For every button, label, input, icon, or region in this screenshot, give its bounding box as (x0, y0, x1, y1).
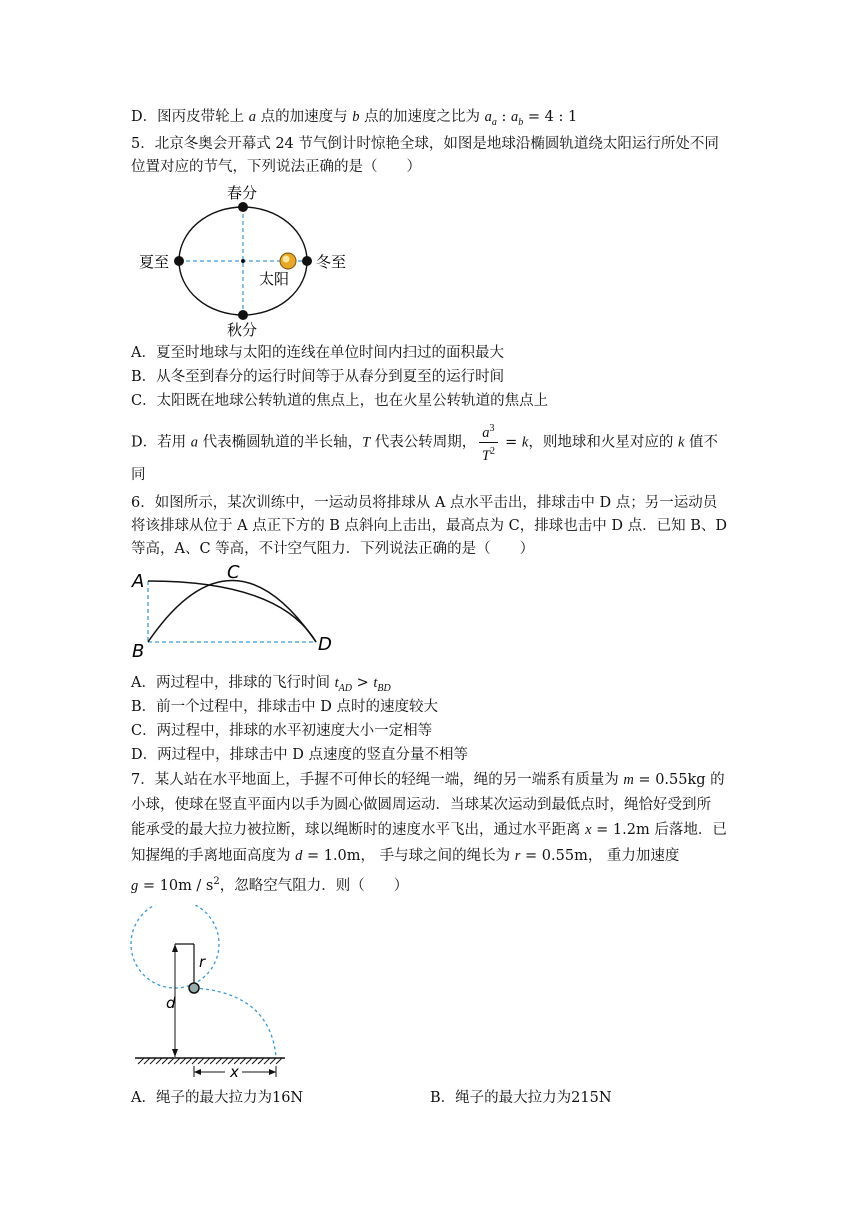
accel-a: a (484, 109, 492, 125)
equals: = (500, 434, 522, 451)
earth-spring (238, 202, 248, 212)
kepler-fraction (479, 420, 497, 465)
sub-a: a (491, 116, 497, 128)
label-x: x (230, 1063, 239, 1080)
var-k2: k (677, 434, 685, 451)
q6-option-c: C．两过程中，排球的水平初速度大小一定相等 (131, 723, 433, 739)
colon: : (496, 109, 512, 125)
earth-winter (302, 256, 312, 266)
q7-stem-line5 (131, 872, 408, 896)
var-x: x (585, 822, 592, 838)
q7-stem-line3 (131, 820, 727, 840)
label-B: B (132, 641, 145, 662)
label-d: d (166, 994, 176, 1012)
q5-option-d-text: D．若用 (131, 434, 191, 451)
var-t-bd: t (373, 675, 378, 691)
fraction-denominator (479, 443, 497, 465)
q7-stem-line4 (131, 846, 679, 866)
q6-option-a (131, 673, 391, 699)
label-D: D (318, 634, 332, 655)
gravity-value: = 10m / s (138, 877, 214, 894)
arrow-left-icon (194, 1069, 201, 1075)
q6-option-d: D．两过程中，排球击中 D 点速度的竖直分量不相等 (131, 747, 468, 763)
q7-text4: 知握绳的手离地面高度为 (131, 848, 296, 864)
q5-orbit-figure (135, 180, 365, 340)
q7-stem-line2: 小球，使球在竖直平面内以手为圆心做圆周运动．当球某次运动到最低点时，绳恰好受到所 (131, 797, 711, 813)
sub-ad: AD (338, 682, 352, 694)
var-t-ad: t (334, 675, 339, 691)
q5-option-d (131, 420, 718, 465)
q7-text1: 7．某人站在水平地面上，手握不可伸长的轻绳一端，绳的另一端系有质量为 (131, 772, 624, 788)
sun-highlight (283, 256, 290, 263)
label-summer: 夏至 (139, 253, 170, 271)
var-a: a (248, 109, 256, 125)
q7-text1-end: 的 (705, 772, 725, 788)
sub-bd: BD (377, 682, 391, 694)
q7-text4-end: ， 重力加速度 (587, 848, 680, 864)
var-a: a (190, 434, 198, 451)
var-m: m (623, 772, 634, 788)
height-value: = 1.0m (302, 848, 361, 864)
q5-stem-line1: 5．北京冬奥会开幕式 24 节气倒计时惊艳全球，如图是地球沿椭圆轨道绕太阳运行所处不同 (131, 136, 719, 152)
var-b: b (352, 109, 360, 125)
ratio-value: = 4 : 1 (523, 109, 578, 125)
q5-option-d-text2: 代表椭圆轨道的半长轴， (197, 434, 363, 451)
var-k: k (521, 434, 529, 451)
q7-option-b: B．绳子的最大拉力为215N (430, 1090, 612, 1106)
q4-option-d-text2: 点的加速度与 (255, 109, 353, 125)
arrow-right-icon (269, 1069, 276, 1075)
q6-trajectory-figure (130, 563, 340, 663)
label-C: C (227, 563, 240, 583)
q6-stem-line2: 将该排球从位于 A 点正下方的 B 点斜向上击出，最高点为 C，排球也击中 D 点．已知 B、D (131, 518, 727, 534)
q5-option-b: B．从冬至到春分的运行时间等于从春分到夏至的运行时间 (131, 369, 505, 385)
q6-option-a-text: A．两过程中，排球的飞行时间 (131, 675, 335, 691)
projectile-path (194, 988, 276, 1057)
q4-option-d-text: D．图丙皮带轮上 (131, 109, 249, 125)
q5-option-d-cont: 同 (131, 467, 146, 483)
var-T: T (362, 434, 371, 451)
label-sun: 太阳 (259, 270, 290, 288)
q7-circular-motion-figure (130, 905, 300, 1080)
q7-option-a: A．绳子的最大拉力为16N (131, 1090, 304, 1106)
exp-2: 2 (489, 445, 495, 457)
q7-stem-line1 (131, 770, 725, 790)
earth-summer (174, 256, 184, 266)
q5-stem-line2: 位置对应的节气，下列说法正确的是（ ） (131, 159, 421, 175)
q7-text3-end: 后落地．已 (649, 822, 727, 838)
ground-hatch (138, 1058, 282, 1064)
sub-b: b (518, 116, 524, 128)
q7-text4-mid: ， 手与球之间的绳长为 (360, 848, 515, 864)
q5-option-a: A．夏至时地球与太阳的连线在单位时间内扫过的面积最大 (131, 345, 504, 361)
mass-value: = 0.55kg (633, 772, 706, 788)
q5-option-d-text3: 代表公转周期， (370, 434, 477, 451)
label-spring: 春分 (227, 184, 258, 202)
earth-autumn (238, 310, 248, 320)
accel-b: a (511, 109, 519, 125)
var-r: r (514, 848, 521, 864)
arrow-down-icon (172, 1049, 178, 1057)
den-T: T (481, 447, 490, 464)
q6-stem-line1: 6．如图所示，某次训练中，一运动员将排球从 A 点水平击出，排球击中 D 点；另一运动员 (131, 495, 718, 511)
q7-text3: 能承受的最大拉力被拉断，球以绳断时的速度水平飞出，通过水平距离 (131, 822, 586, 838)
q4-option-d (131, 107, 577, 133)
q7-text5: ，忽略空气阻力．则（ ） (219, 877, 409, 894)
q5-option-d-text5: 值不 (684, 434, 718, 451)
greater-than: > (351, 675, 374, 691)
arrow-up-icon (172, 944, 178, 952)
var-g: g (131, 877, 139, 894)
center-dot (241, 259, 245, 263)
label-winter: 冬至 (316, 253, 347, 271)
q5-option-c: C．太阳既在地球公转轨道的焦点上，也在火星公转轨道的焦点上 (131, 393, 549, 409)
label-autumn: 秋分 (227, 321, 258, 339)
q5-option-d-text4: ，则地球和火星对应的 (528, 434, 678, 451)
var-d: d (295, 848, 303, 864)
label-r: r (199, 953, 206, 971)
gravity-exp: 2 (213, 876, 220, 887)
q6-stem-line3: 等高，A、C 等高，不计空气阻力．下列说法正确的是（ ） (131, 541, 535, 557)
q6-option-b: B．前一个过程中，排球击中 D 点时的速度较大 (131, 699, 438, 715)
fraction-numerator (479, 420, 497, 443)
exp-3: 3 (489, 423, 495, 434)
q4-option-d-text3: 点的加速度之比为 (359, 109, 485, 125)
num-a: a (482, 424, 490, 441)
label-A: A (132, 571, 145, 592)
distance-value: = 1.2m (591, 822, 650, 838)
ball-icon (189, 983, 199, 993)
rope-length-value: = 0.55m (520, 848, 588, 864)
